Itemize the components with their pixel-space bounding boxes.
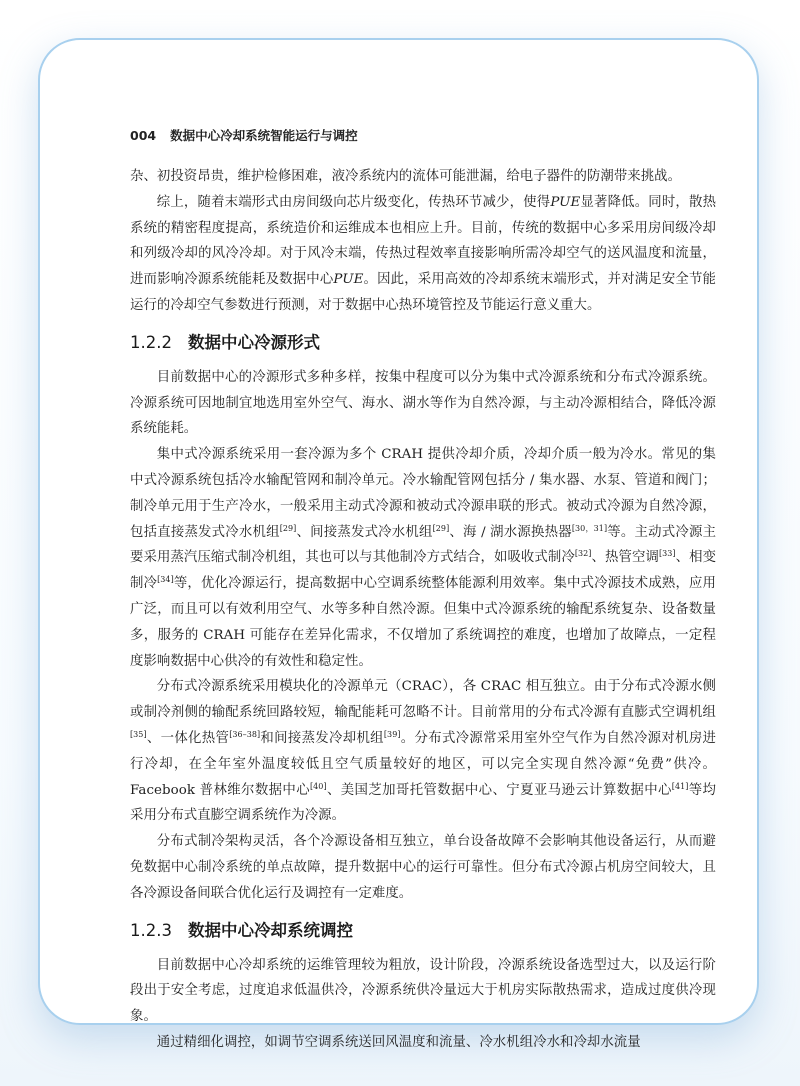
pue-term: PUE <box>550 194 581 210</box>
citation: [30，31] <box>571 523 608 533</box>
paragraph <box>130 1030 716 1056</box>
paragraph <box>130 164 716 190</box>
citation: [33] <box>658 549 676 559</box>
section-title: 数据中心冷却系统调控 <box>188 920 353 940</box>
citation: [40] <box>310 781 327 791</box>
paragraph-text: 、间接蒸发式冷水机组 <box>296 524 433 540</box>
citation: [29] <box>279 523 297 533</box>
paragraph-text: 、海 / 湖水源换热器 <box>449 524 572 540</box>
citation: [35] <box>130 729 147 739</box>
paragraph-text: 、热管空调 <box>591 550 659 566</box>
section-number: 1.2.3 <box>130 920 172 940</box>
paragraph-text: 等。主动式冷源主要采用蒸汽压缩式制冷机组，其也可以与其他制冷方式结合，如吸收式制冷 <box>130 524 717 566</box>
paragraph-text: 目前数据中心冷却系统的运维管理较为粗放，设计阶段，冷源系统设备选型过大，以及运行阶段出于安全考虑，过度追求低温供冷，冷源系统供冷量远大于机房实际散热需求，造成过度供冷现象。 <box>130 957 716 1025</box>
citation: [36–38] <box>229 729 261 739</box>
paragraph-text: 杂、初投资昂贵，维护检修困难，液冷系统内的流体可能泄漏，给电子器件的防潮带来挑战。 <box>130 169 682 184</box>
paragraph-text: 综上，随着末端形式由房间级向芯片级变化，传热环节减少，使得 <box>156 194 551 210</box>
paragraph-text: 分布式冷源系统采用模块化的冷源单元（CRAC），各 CRAC 相互独立。由于分布式冷源水侧或制冷剂侧的输配系统回路较短，输配能耗可忽略不计。目前常用的分布式冷源有直膨式空调机组 <box>130 679 716 721</box>
paragraph-text: 通过精细化调控，如调节空调系统送回风温度和流量、冷水机组冷水和冷却水流量 <box>156 1034 641 1050</box>
paragraph <box>130 442 716 674</box>
pue-term: PUE <box>333 272 364 288</box>
section-heading-1-2-3 <box>130 919 716 943</box>
paragraph <box>130 365 716 442</box>
section-title: 数据中心冷源形式 <box>188 332 320 352</box>
citation: [29] <box>432 523 450 533</box>
page-number: 004 <box>130 128 157 143</box>
section-number: 1.2.2 <box>130 332 172 352</box>
book-page <box>130 126 716 1056</box>
paragraph-text: 等，优化冷源运行，提高数据中心空调系统整体能源利用效率。集中式冷源技术成熟，应用广泛，而且可以有效利用空气、水等多种自然冷源。但集中式冷源系统的输配系统复杂、设备数量多，服务的 CRAH 可能存在差异化需求，不仅增加了系统调控的难度，也增加了故障点，一定程度影响数据中心供冷的有效性和稳定性。 <box>130 576 716 669</box>
book-title: 数据中心冷却系统智能运行与调控 <box>170 128 358 143</box>
paragraph <box>130 953 716 1030</box>
paragraph-text: 集中式冷源系统采用一套冷源为多个 CRAH 提供冷却介质，冷却介质一般为冷水。常见的集中式冷源系统包括冷水输配管网和制冷单元。冷水输配管网包括分 / 集水器、水泵、管道和阀门；制冷单元用于生产冷水，一般采用主动式冷源和被动式冷源串联的形式。被动式冷源为自然冷源，包括直接蒸发式冷水机组 <box>130 447 716 540</box>
document-card <box>38 38 759 1050</box>
citation: [41] <box>671 781 689 791</box>
paragraph-text: 。分布式冷源常采用室外空气作为自然冷源对机房进行冷却，在全年室外温度较低且空气质量较好的地区，可以完全实现自然冷源“免费”供冷。Facebook 普林维尔数据中心 <box>130 730 716 798</box>
paragraph-text: 、美国芝加哥托管数据中心、宁夏亚马逊云计算数据中心 <box>326 782 672 798</box>
paragraph <box>130 674 716 829</box>
citation: [32] <box>574 549 592 559</box>
paragraph-text: 、相变制冷 <box>130 550 717 592</box>
paragraph-text: 。因此，采用高效的冷却系统末端形式，并对满足安全节能运行的冷却空气参数进行预测，对于数据中心热环境管控及节能运行意义重大。 <box>130 272 716 313</box>
paragraph-text: 、一体化热管 <box>146 730 230 746</box>
paragraph <box>130 190 716 319</box>
paragraph-text: 和间接蒸发冷却机组 <box>260 730 384 746</box>
paragraph-text: 分布式制冷架构灵活，各个冷源设备相互独立，单台设备故障不会影响其他设备运行，从而避免数据中心制冷系统的单点故障，提升数据中心的运行可靠性。但分布式冷源占机房空间较大，且各冷源设备间联合优化运行及调控有一定难度。 <box>130 834 716 901</box>
running-header <box>130 126 716 144</box>
paragraph-text: 等均采用分布式直膨空调系统作为冷源。 <box>130 782 716 824</box>
paragraph <box>130 829 716 906</box>
paragraph-text: 显著降低。同时，散热系统的精密程度提高，系统造价和运维成本也相应上升。目前，传统的数据中心多采用房间级冷却和列级冷却的风冷冷却。对于风冷末端，传热过程效率直接影响所需冷却空气的送风温度和流量，进而影响冷源系统能耗及数据中心 <box>130 194 717 288</box>
citation: [39] <box>383 729 401 739</box>
section-heading-1-2-2 <box>130 331 716 355</box>
paragraph-text: 目前数据中心的冷源形式多种多样，按集中程度可以分为集中式冷源系统和分布式冷源系统。冷源系统可因地制宜地选用室外空气、海水、湖水等作为自然冷源，与主动冷源相结合，降低冷源系统能耗。 <box>130 369 716 437</box>
citation: [34] <box>157 575 174 585</box>
